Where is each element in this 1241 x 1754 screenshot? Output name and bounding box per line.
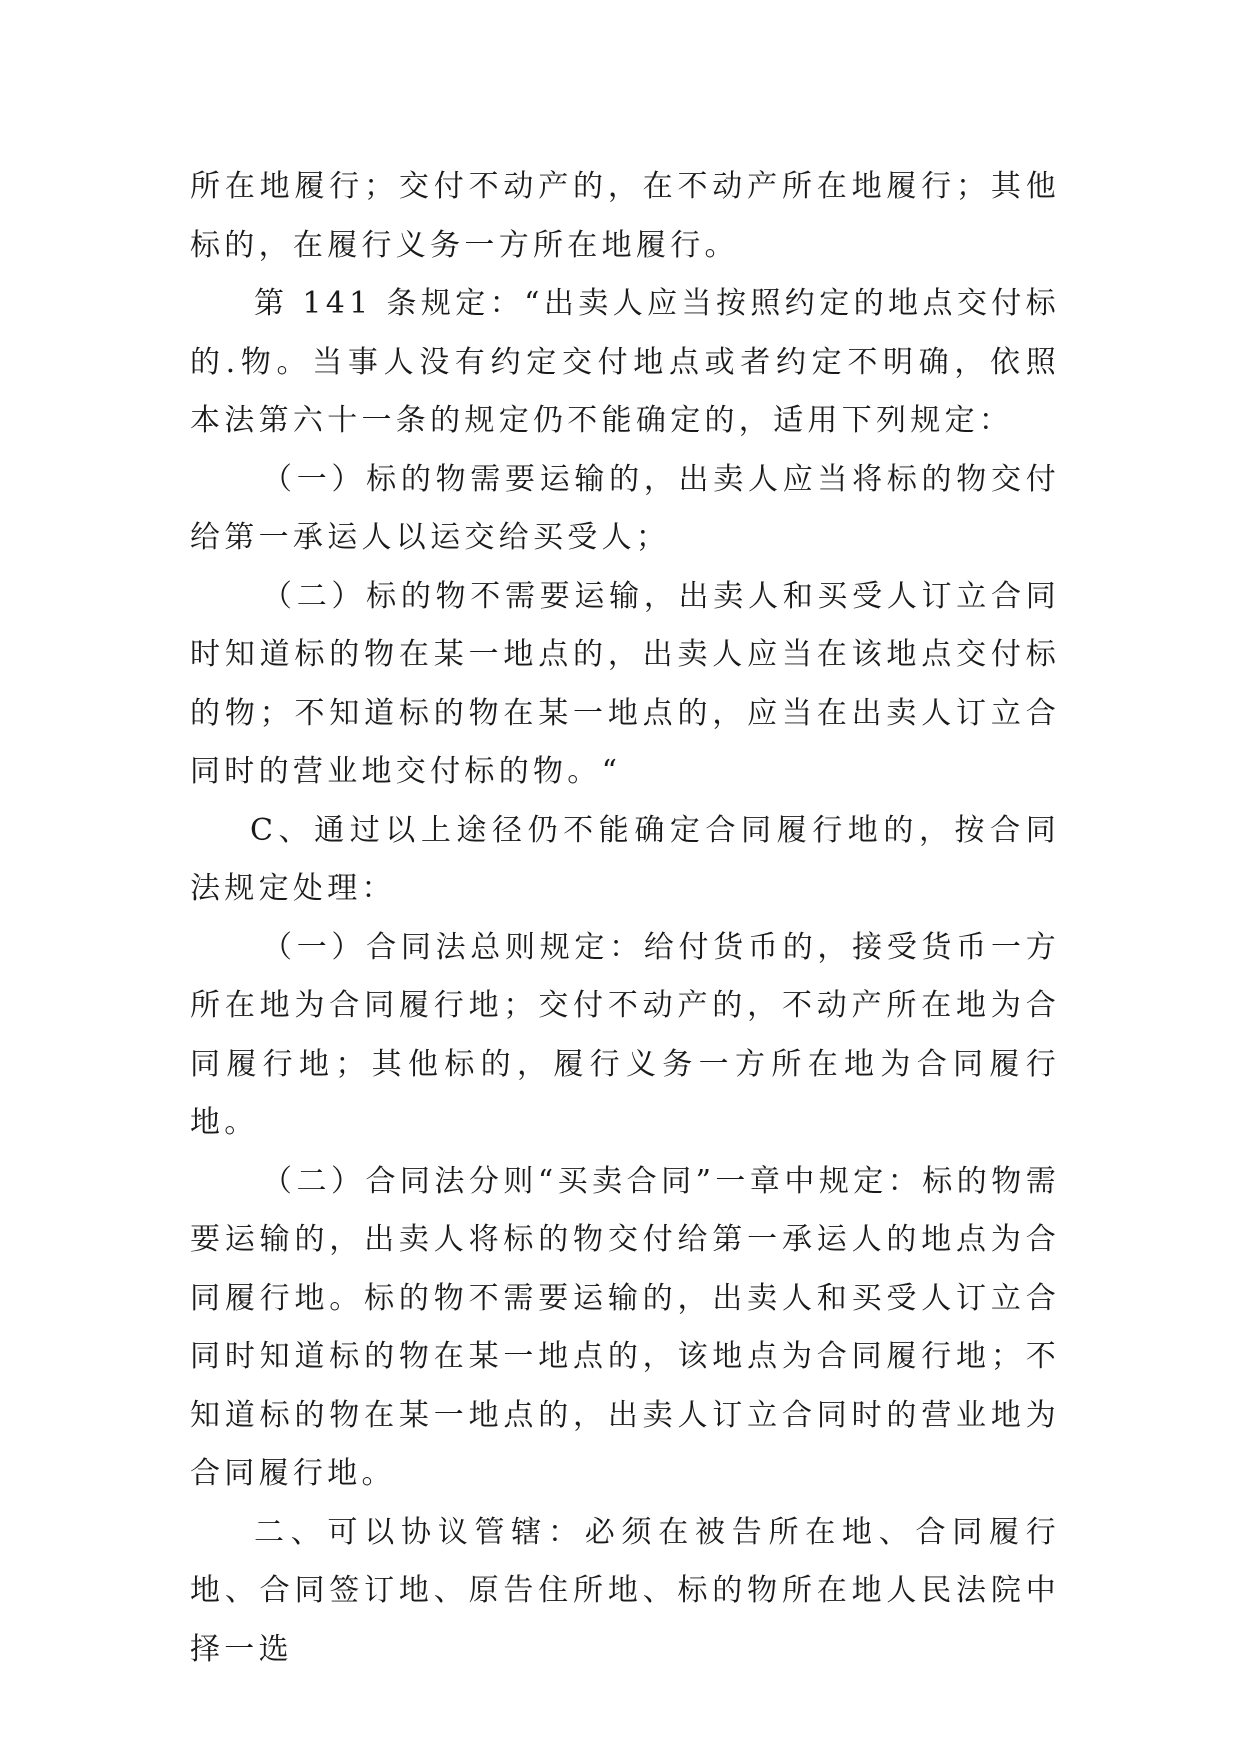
paragraph-6: （一）合同法总则规定：给付货币的，接受货币一方所在地为合同履行地；交付不动产的，不动产所在地为合同履行地；其他标的，履行义务一方所在地为合同履行地。	[190, 929, 1060, 1140]
paragraph-8: 二、可以协议管辖：必须在被告所在地、合同履行地、合同签订地、原告住所地、标的物所在地人民法院中择一选	[190, 1514, 1060, 1667]
paragraph-5: C、通过以上途径仍不能确定合同履行地的，按合同法规定处理：	[190, 812, 1060, 906]
paragraph-4: （二）标的物不需要运输，出卖人和买受人订立合同时知道标的物在某一地点的，出卖人应当在该地点交付标的物；不知道标的物在某一地点的，应当在出卖人订立合同时的营业地交付标的物。“	[190, 578, 1060, 789]
paragraph-7: （二）合同法分则“买卖合同”一章中规定：标的物需要运输的，出卖人将标的物交付给第一承运人的地点为合同履行地。标的物不需要运输的，出卖人和买受人订立合同时知道标的物在某一地点的，该地点为合同履行地；不知道标的物在某一地点的，出卖人订立合同时的营业地为合同履行地。	[190, 1163, 1060, 1491]
paragraph-2: 第 141 条规定：“出卖人应当按照约定的地点交付标的.物。当事人没有约定交付地点或者约定不明确，依照本法第六十一条的规定仍不能确定的，适用下列规定：	[190, 286, 1060, 438]
paragraph-3: （一）标的物需要运输的，出卖人应当将标的物交付给第一承运人以运交给买受人；	[190, 461, 1060, 555]
document-body	[190, 158, 1060, 1679]
paragraph-1: 所在地履行；交付不动产的，在不动产所在地履行；其他标的，在履行义务一方所在地履行。	[190, 169, 1060, 263]
